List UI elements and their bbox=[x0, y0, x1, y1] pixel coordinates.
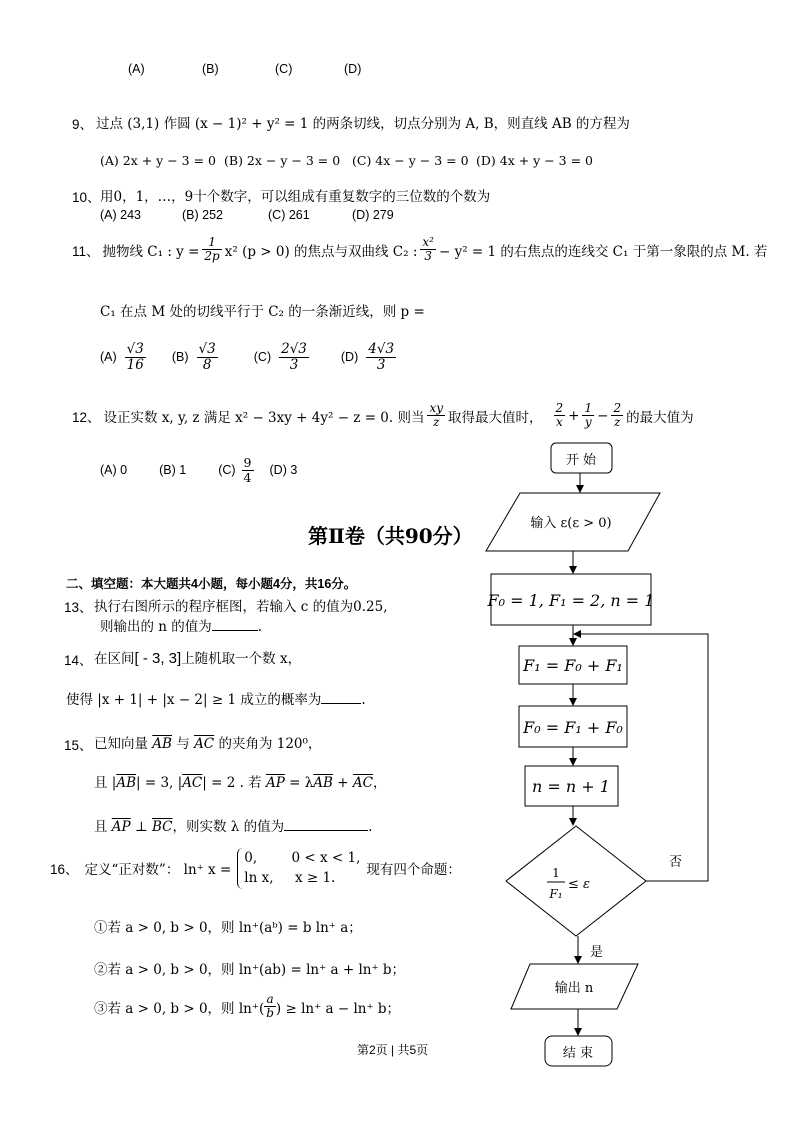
q15-line2-a: 且 | bbox=[94, 775, 117, 791]
q11-option-b-label: (B) bbox=[171, 350, 189, 365]
q12-op2: − bbox=[597, 407, 609, 424]
q11-option-d-label: (D) bbox=[340, 350, 359, 365]
q10-option-a: (A) 243 bbox=[100, 208, 141, 222]
q12-frac-xy-den: z bbox=[433, 415, 440, 430]
q12-number: 12、 bbox=[72, 409, 101, 425]
q14-interval: [ - 3, 3] bbox=[134, 650, 182, 667]
flowchart-output-text: 输出 n bbox=[554, 981, 594, 996]
q16-item-3-b: ) ≥ ln⁺ a − ln⁺ b； bbox=[275, 1000, 401, 1017]
q11-frac1-den: 2p bbox=[204, 249, 220, 264]
flowchart-decision-den: F₁ bbox=[549, 887, 563, 901]
q15-line1-b: 与 bbox=[176, 736, 190, 752]
q16-item-3-frac-num: a bbox=[264, 993, 276, 1007]
q12-op1: + bbox=[568, 407, 580, 424]
q15-line2-vector-ab2: $\overline{AB}$ bbox=[313, 775, 333, 791]
top-option-a: (A) bbox=[128, 62, 145, 76]
q12-frac-2z-den: z bbox=[614, 415, 621, 430]
q11-frac1-num: 1 bbox=[202, 236, 221, 250]
q16-item-2: ②若 a > 0, b > 0，则 ln⁺(ab) = ln⁺ a + ln⁺ b； bbox=[94, 962, 406, 978]
q15-line2-vector-ab: $\overline{AB}$ bbox=[116, 775, 137, 791]
q12-frac-1y-num: 1 bbox=[584, 401, 593, 415]
q9-option-d: (D) 4x + y − 3 = 0 bbox=[476, 153, 593, 168]
q12-frac-2x-den: x bbox=[555, 415, 563, 430]
q12-option-c-label: (C) bbox=[218, 463, 236, 478]
q16-intro: 定义“正对数”： ln⁺ x = bbox=[84, 862, 232, 879]
flowchart-step2-text: F₀ = F₁ + F₀ bbox=[523, 718, 623, 737]
q10-number: 10、 bbox=[72, 190, 101, 205]
q12-option-b: (B) 1 bbox=[159, 463, 187, 478]
q15-line2-f: ， bbox=[372, 775, 387, 791]
q15-line3-a: 且 bbox=[94, 819, 108, 835]
q15-line3-vector-ap: $\overline{AP}$ bbox=[111, 819, 131, 835]
flowchart-step1-text: F₁ = F₀ + F₁ bbox=[523, 656, 623, 675]
q16-number: 16、 bbox=[50, 862, 79, 878]
q12-option-c-den: 4 bbox=[243, 469, 252, 485]
q12-frac-1y-den: y bbox=[584, 415, 592, 430]
q11-part1: 抛物线 C₁ : y = bbox=[102, 243, 200, 260]
q15-line3-b: ⊥ bbox=[134, 819, 148, 835]
q9-option-a: (A) 2x + y − 3 = 0 bbox=[100, 153, 216, 168]
q12-part1: 设正实数 x, y, z 满足 x² − 3xy + 4y² − z = 0. 则当 bbox=[103, 409, 425, 426]
q16-item-3-a: ③若 a > 0, b > 0，则 ln⁺( bbox=[94, 1000, 265, 1017]
q16-item-3-frac-den: b bbox=[266, 1006, 274, 1021]
q12-frac-2x-num: 2 bbox=[555, 401, 564, 415]
q14-line2-text: 使得 |x + 1| + |x − 2| ≥ 1 成立的概率为 bbox=[66, 692, 322, 708]
q11-frac2-den: 3 bbox=[424, 249, 432, 264]
q11-option-b-den: 8 bbox=[202, 356, 212, 373]
q10-text: 用0，1，…，9十个数字，可以组成有重复数字的三位数的个数为 bbox=[100, 189, 491, 205]
flowchart-decision-rel: ≤ ε bbox=[568, 877, 591, 892]
q11-option-c-label: (C) bbox=[253, 350, 272, 365]
flowchart-decision-num: 1 bbox=[552, 866, 560, 880]
q11-option-a-den: 16 bbox=[126, 356, 144, 373]
top-option-b: (B) bbox=[202, 62, 219, 76]
q11-option-a-label: (A) bbox=[100, 350, 117, 365]
q16-case-1: 0, 0 < x < 1, bbox=[244, 850, 361, 866]
q12-part2: 取得最大值时， bbox=[448, 409, 543, 426]
q12-option-c-num: 9 bbox=[243, 455, 252, 470]
flowchart-end-text: 结 束 bbox=[562, 1046, 594, 1061]
q15-number: 15、 bbox=[64, 738, 93, 753]
flowchart-step3-text: n = n + 1 bbox=[532, 777, 610, 796]
q13-line2: 则输出的 n 的值为 . bbox=[100, 619, 263, 635]
q15-vector-ac: $\overline{AC}$ bbox=[194, 736, 215, 752]
q11-option-d-den: 3 bbox=[376, 356, 386, 373]
q15-line1-c: 的夹角为 120⁰， bbox=[218, 736, 322, 752]
flowchart-yes-label: 是 bbox=[590, 945, 604, 960]
q15-line2-vector-ap: $\overline{AP}$ bbox=[265, 775, 285, 791]
q15-line2-d: = λ bbox=[289, 775, 314, 791]
q9-option-b: (B) 2x − y − 3 = 0 bbox=[224, 153, 341, 168]
q9-option-c: (C) 4x − y − 3 = 0 bbox=[352, 153, 469, 168]
q12-option-a: (A) 0 bbox=[100, 463, 128, 478]
q10-option-c: (C) 261 bbox=[268, 208, 310, 222]
q11-part2: x² (p > 0) 的焦点与双曲线 C₂ : bbox=[224, 243, 418, 260]
q16-item-1: ①若 a > 0, b > 0，则 ln⁺(aᵇ) = b ln⁺ a； bbox=[94, 920, 362, 936]
q11-option-d-num: 4√3 bbox=[368, 341, 395, 357]
q11-line2: C₁ 在点 M 处的切线平行于 C₂ 的一条渐近线，则 p = bbox=[100, 304, 425, 320]
q16-after: 现有四个命题： bbox=[366, 862, 461, 879]
q13-line1: 执行右图所示的程序框图，若输入 c 的值为0.25, bbox=[94, 599, 388, 615]
q12-option-d: (D) 3 bbox=[269, 463, 298, 478]
q9-text: 过点 (3,1) 作圆 (x − 1)² + y² = 1 的两条切线，切点分别为 A, B，则直线 AB 的方程为 bbox=[96, 116, 630, 132]
flowchart-start-text: 开 始 bbox=[565, 453, 597, 468]
q11-option-b-num: √3 bbox=[198, 341, 216, 357]
q11-option-c-num: 2√3 bbox=[281, 341, 307, 357]
q13-number: 13、 bbox=[64, 600, 93, 615]
q13-line2-text: 则输出的 n 的值为 bbox=[100, 619, 212, 635]
q15-line3-c: ，则实数 λ 的值为 bbox=[172, 819, 285, 835]
q12-frac-xy-num: xy bbox=[429, 401, 444, 415]
q14-line1-a: 在区间 bbox=[94, 651, 135, 667]
q15-line2-b: | = 3, | bbox=[136, 775, 183, 791]
q14-number: 14、 bbox=[64, 653, 93, 668]
q15-line2-vector-ac: $\overline{AC}$ bbox=[182, 775, 203, 791]
q10-option-d: (D) 279 bbox=[352, 208, 394, 222]
q15-line1-a: 已知向量 bbox=[94, 736, 148, 752]
page-footer: 第2页 | 共5页 bbox=[357, 1043, 429, 1057]
q11-frac2-num: x² bbox=[422, 235, 434, 249]
q15-line2-vector-ac2: $\overline{AC}$ bbox=[352, 775, 373, 791]
flowchart-init-text: F₀ = 1, F₁ = 2, n = 1 bbox=[487, 591, 655, 610]
q11-part3: − y² = 1 的右焦点的连线交 C₁ 于第一象限的点 M. 若 bbox=[438, 243, 768, 260]
section-title: 第Ⅱ卷（共90分） bbox=[308, 524, 473, 548]
q15-line2-c: | = 2 . 若 bbox=[202, 775, 262, 791]
q11-option-a-num: √3 bbox=[126, 341, 144, 357]
q15-line3-vector-bc: $\overline{BC}$ bbox=[151, 819, 173, 835]
q15-vector-ab: $\overline{AB}$ bbox=[152, 736, 172, 752]
q11-option-c-den: 3 bbox=[289, 356, 299, 373]
q12-part3: 的最大值为 bbox=[626, 409, 694, 426]
q9-number: 9、 bbox=[72, 117, 94, 132]
q15-line2-e: + bbox=[337, 775, 349, 791]
q12-frac-2z-num: 2 bbox=[613, 401, 622, 415]
flowchart-no-label: 否 bbox=[669, 855, 683, 870]
q11-number: 11、 bbox=[72, 243, 100, 259]
q14-line1-b: 上随机取一个数 x， bbox=[181, 651, 302, 667]
top-option-d: (D) bbox=[344, 62, 362, 76]
flowchart-input-text: 输入 ε(ε > 0) bbox=[530, 516, 612, 531]
q14-line2: 使得 |x + 1| + |x − 2| ≥ 1 成立的概率为 . bbox=[66, 692, 366, 708]
q15-line3: 且 $\overline{AP}$ ⊥ $\overline{BC}$，则实数 λ 的值为 . bbox=[94, 819, 373, 835]
top-option-c: (C) bbox=[275, 62, 293, 76]
q16-case-2: ln x, x ≥ 1. bbox=[244, 870, 336, 887]
q10-option-b: (B) 252 bbox=[182, 208, 223, 222]
section-heading: 二、填空题：本大题共4小题，每小题4分，共16分。 bbox=[66, 577, 357, 591]
